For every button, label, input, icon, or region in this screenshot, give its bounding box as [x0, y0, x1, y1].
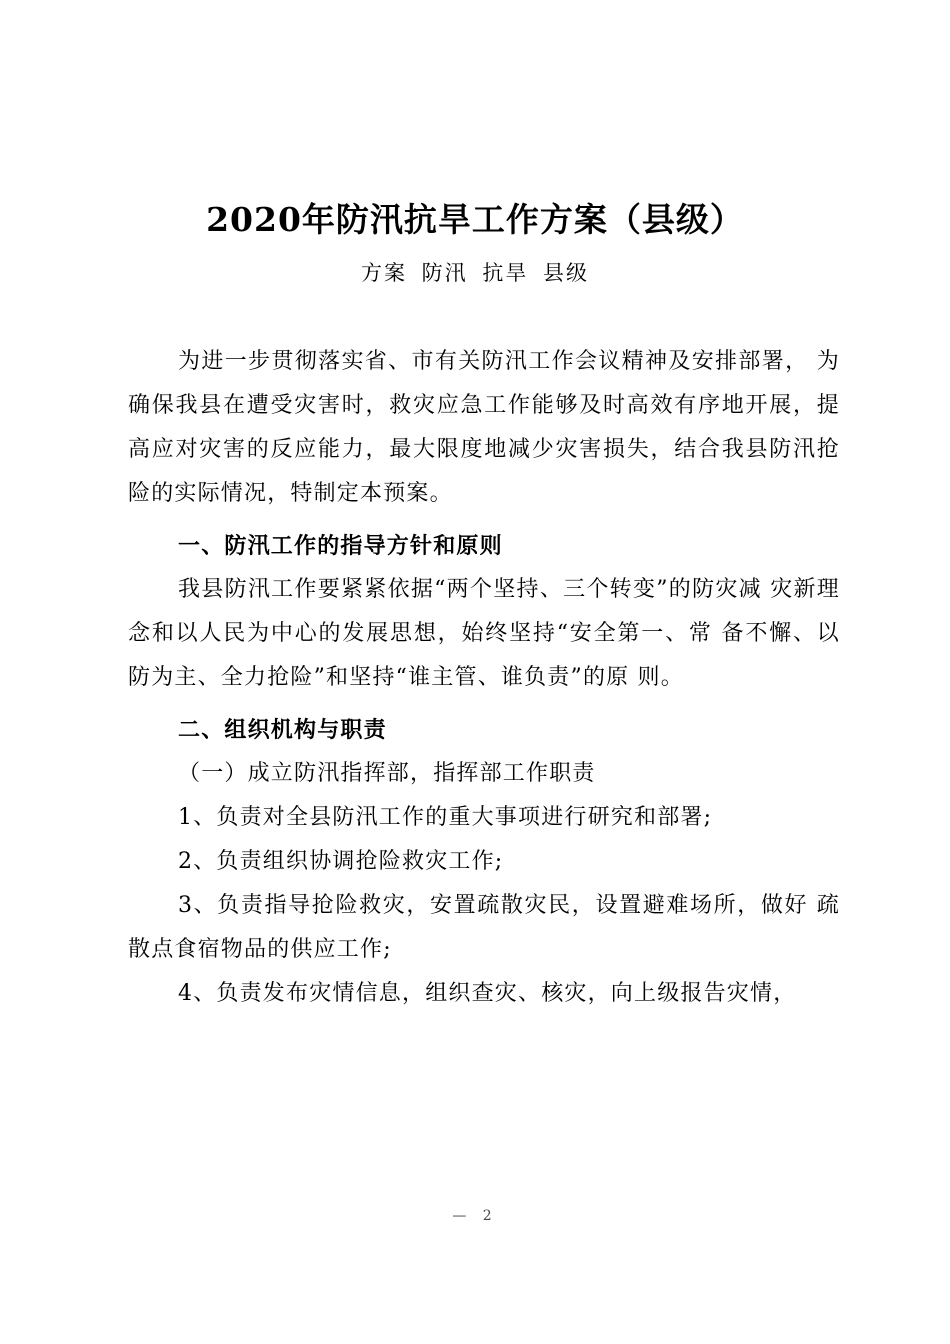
section-1-paragraph: 我县防汛工作要紧紧依据“两个坚持、三个转变”的防灾减 灾新理念和以人民为中心的发展思想，始终坚持“安全第一、常 备不懈、以防为主、全力抢险”和坚持“谁主管、谁负责”的原 则。 [128, 577, 840, 690]
document-title: 2020年防汛抗旱工作方案（县级） [206, 200, 744, 239]
list-item: 4、负责发布灾情信息，组织查灾、核灾，向上级报告灾情， [178, 981, 797, 1006]
document-body [128, 340, 840, 1016]
section-1-heading: 一、防汛工作的指导方针和原则 [178, 533, 503, 559]
section-2-heading: 二、组织机构与职责 [178, 717, 387, 743]
page-number: — 2 [452, 1208, 498, 1224]
document-keywords: 方案 防汛 抗旱 县级 [360, 261, 590, 285]
list-item: 1、负责对全县防汛工作的重大事项进行研究和部署; [178, 805, 713, 830]
intro-paragraph: 为进一步贯彻落实省、市有关防汛工作会议精神及安排部署， 为确保我县在遭受灾害时，救灾应急工作能够及时高效有序地开展，提高应对灾害的反应能力，最大限度地减少灾害损失，结合我县防汛抢险的实际情况，特制定本预案。 [128, 349, 840, 506]
list-item: 2、负责组织协调抢险救灾工作; [178, 849, 504, 874]
list-item: 3、负责指导抢险救灾，安置疏散灾民，设置避难场所，做好 疏散点食宿物品的供应工作; [128, 893, 840, 962]
section-2-subheading: （一）成立防汛指挥部，指挥部工作职责 [178, 761, 596, 786]
